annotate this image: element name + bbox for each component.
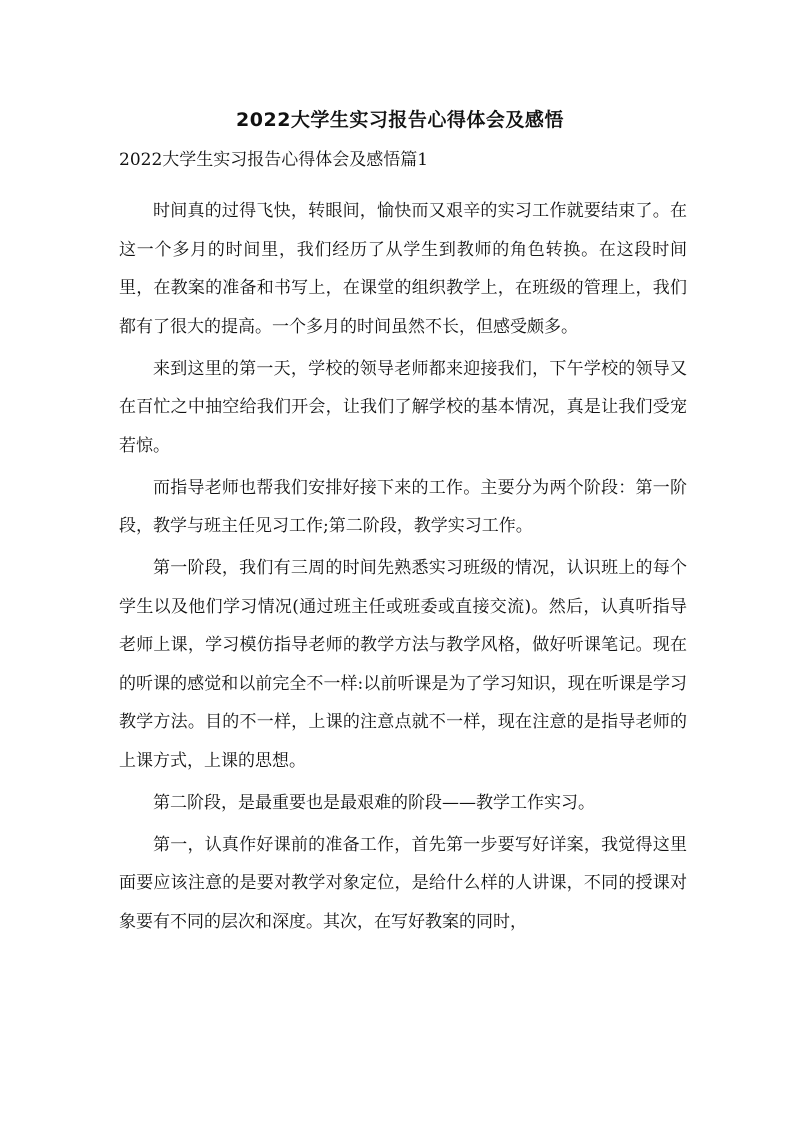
paragraph: 第一阶段，我们有三周的时间先熟悉实习班级的情况，认识班上的每个学生以及他们学习情况(通过班主任或班委或直接交流)。然后，认真听指导老师上课，学习模仿指导老师的教学方法与教学风格，做好听课笔记。现在的听课的感觉和以前完全不一样:以前听课是为了学习知识，现在听课是学习教学方法。目的不一样，上课的注意点就不一样，现在注意的是指导老师的上课方式，上课的思想。 bbox=[119, 558, 687, 771]
document-body bbox=[119, 192, 687, 945]
paragraph: 而指导老师也帮我们安排好接下来的工作。主要分为两个阶段：第一阶段，教学与班主任见习工作;第二阶段，教学实习工作。 bbox=[119, 477, 687, 536]
section-heading: 2022大学生实习报告心得体会及感悟篇1 bbox=[119, 150, 429, 170]
document-title: 2022大学生实习报告心得体会及感悟 bbox=[236, 109, 564, 131]
paragraph: 第一，认真作好课前的准备工作，首先第一步要写好详案，我觉得这里面要应该注意的是要对教学对象定位，是给什么样的人讲课，不同的授课对象要有不同的层次和深度。其次，在写好教案的同时， bbox=[119, 834, 687, 932]
paragraph: 来到这里的第一天，学校的领导老师都来迎接我们，下午学校的领导又在百忙之中抽空给我们开会，让我们了解学校的基本情况，真是让我们受宠若惊。 bbox=[119, 358, 687, 456]
paragraph: 时间真的过得飞快，转眼间，愉快而又艰辛的实习工作就要结束了。在这一个多月的时间里，我们经历了从学生到教师的角色转换。在这段时间里，在教案的准备和书写上，在课堂的组织教学上，在班级的管理上，我们都有了很大的提高。一个多月的时间虽然不长，但感受颇多。 bbox=[119, 201, 687, 337]
paragraph: 第二阶段，是最重要也是最艰难的阶段——教学工作实习。 bbox=[153, 792, 595, 813]
